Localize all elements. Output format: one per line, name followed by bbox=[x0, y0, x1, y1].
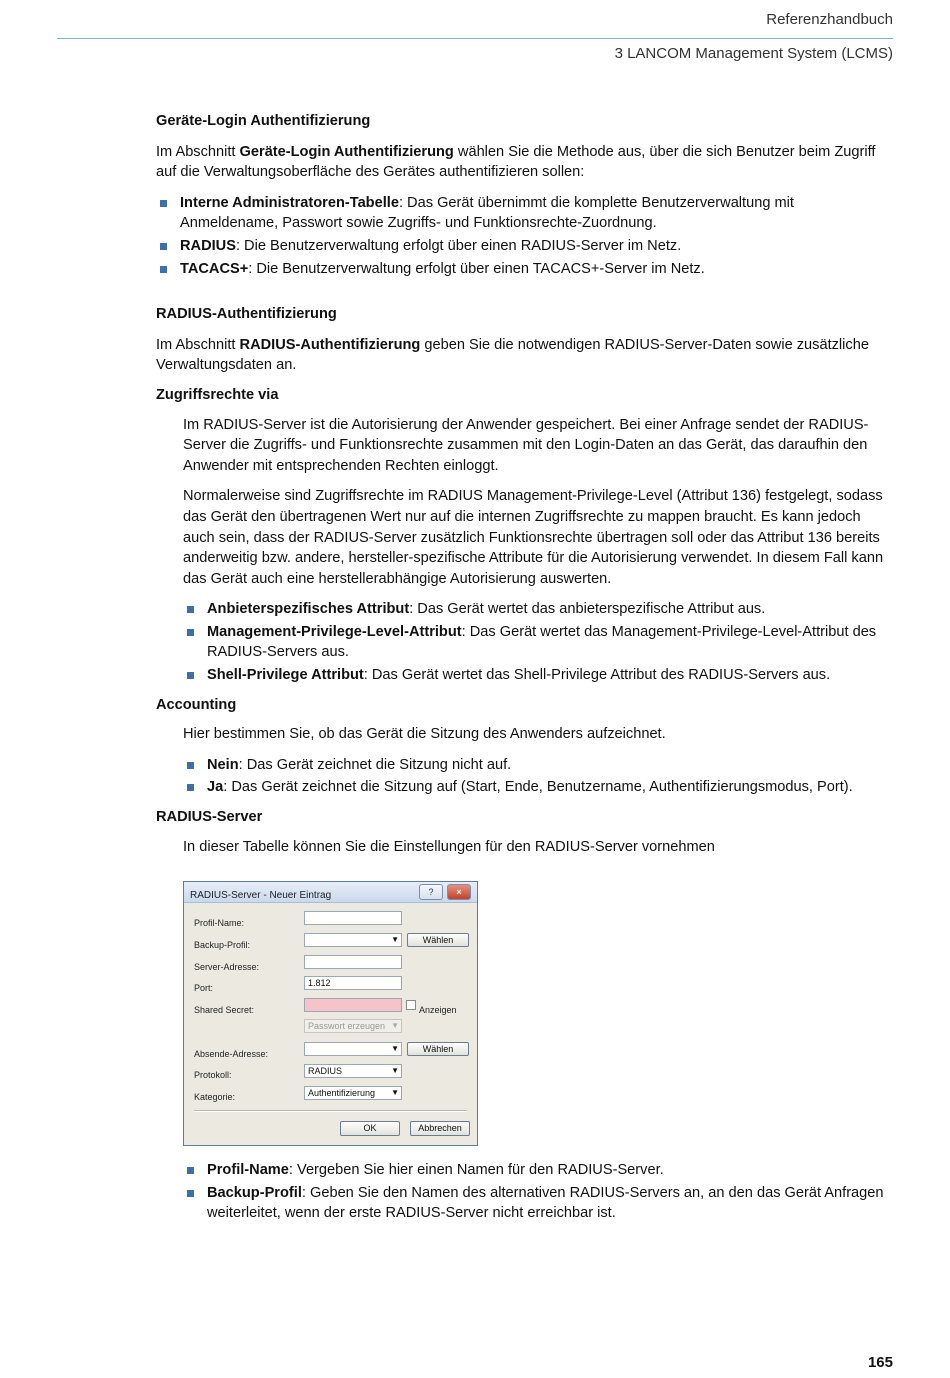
dropdown-arrow-icon: ▼ bbox=[391, 935, 399, 945]
label-profil-name: Profil-Name: bbox=[194, 918, 245, 929]
passwort-erzeugen-button: Passwort erzeugen ▼ bbox=[304, 1019, 402, 1033]
label-protokoll: Protokoll: bbox=[194, 1070, 232, 1081]
login-methods-list bbox=[156, 193, 886, 279]
bullet-icon bbox=[160, 243, 167, 250]
bullet-icon bbox=[187, 606, 194, 613]
radius-server-fields-list bbox=[183, 1160, 886, 1224]
radius-server-paragraph: In dieser Tabelle können Sie die Einstellungen für den RADIUS-Server vornehmen bbox=[183, 838, 715, 855]
accounting-list bbox=[183, 755, 886, 798]
dialog-titlebar bbox=[184, 882, 477, 903]
list-item: Shell-Privilege Attribut: Das Gerät wertet das Shell-Privilege Attribut des RADIUS-Servers aus. bbox=[183, 665, 886, 686]
kategorie-select[interactable]: Authentifizierung ▼ bbox=[304, 1086, 402, 1100]
list-item: Backup-Profil: Geben Sie den Namen des alternativen RADIUS-Servers an, an den das Gerät Anfragen weiterleitet, wenn der erste RADIUS-Server nicht erreichbar ist. bbox=[183, 1183, 886, 1224]
zugriff-list bbox=[183, 599, 886, 685]
accounting-paragraph: Hier bestimmen Sie, ob das Gerät die Sitzung des Anwenders aufzeichnet. bbox=[183, 726, 666, 743]
list-item: RADIUS: Die Benutzerverwaltung erfolgt über einen RADIUS-Server im Netz. bbox=[156, 236, 886, 257]
ok-button[interactable]: OK bbox=[340, 1121, 400, 1136]
zugriff-paragraph-1: Im RADIUS-Server ist die Autorisierung der Anwender gespeichert. Bei einer Anfrage sendet der RADIUS-Server die Zugriffs- und Funktionsrechte zusammen mit den Login-Daten an das Gerät, das daraufhin den Anwender mit entsprechenden Rechten einloggt. bbox=[183, 416, 869, 474]
running-header-chapter: 3 LANCOM Management System (LCMS) bbox=[614, 45, 893, 62]
heading-login: Geräte-Login Authentifizierung bbox=[156, 113, 371, 129]
heading-accounting: Accounting bbox=[156, 696, 237, 713]
list-item: Profil-Name: Vergeben Sie hier einen Namen für den RADIUS-Server. bbox=[183, 1160, 886, 1181]
bullet-icon bbox=[187, 762, 194, 769]
shared-secret-input[interactable] bbox=[304, 998, 402, 1012]
label-port: Port: bbox=[194, 983, 214, 994]
radius-server-dialog bbox=[183, 881, 478, 1146]
list-item: Interne Administratoren-Tabelle: Das Gerät übernimmt die komplette Benutzerverwaltung mit Anmeldename, Passwort sowie Zugriffs- und Funktionsrechte-Zuordnung. bbox=[156, 193, 886, 234]
close-icon[interactable]: × bbox=[447, 884, 471, 900]
label-absende-adresse: Absende-Adresse: bbox=[194, 1049, 269, 1060]
protokoll-select[interactable]: RADIUS ▼ bbox=[304, 1064, 402, 1078]
help-icon[interactable]: ? bbox=[419, 884, 443, 900]
backup-profil-select[interactable] bbox=[304, 933, 402, 947]
profil-name-input[interactable] bbox=[304, 911, 402, 925]
header-rule bbox=[57, 38, 893, 39]
dialog-separator bbox=[194, 1110, 467, 1112]
list-item: Anbieterspezifisches Attribut: Das Gerät wertet das anbieterspezifische Attribut aus. bbox=[183, 599, 886, 620]
page-content bbox=[156, 111, 886, 1224]
absende-waehlen-button[interactable]: Wählen bbox=[407, 1042, 469, 1056]
bullet-icon bbox=[187, 784, 194, 791]
label-backup-profil: Backup-Profil: bbox=[194, 940, 251, 951]
list-item: TACACS+: Die Benutzerverwaltung erfolgt über einen TACACS+-Server im Netz. bbox=[156, 259, 886, 280]
bullet-icon bbox=[187, 1167, 194, 1174]
cancel-button[interactable]: Abbrechen bbox=[410, 1121, 470, 1136]
radius-intro: Im Abschnitt RADIUS-Authentifizierung geben Sie die notwendigen RADIUS-Server-Daten sowie zusätzliche Verwaltungsdaten an. bbox=[156, 336, 869, 374]
heading-radius-server: RADIUS-Server bbox=[156, 809, 263, 826]
list-item: Ja: Das Gerät zeichnet die Sitzung auf (Start, Ende, Benutzername, Authentifizierungsmodus, Port). bbox=[183, 777, 886, 798]
bullet-icon bbox=[187, 1190, 194, 1197]
bullet-icon bbox=[187, 672, 194, 679]
bullet-icon bbox=[160, 266, 167, 273]
label-shared-secret: Shared Secret: bbox=[194, 1005, 255, 1016]
heading-radius: RADIUS-Authentifizierung bbox=[156, 306, 337, 323]
absende-adresse-select[interactable] bbox=[304, 1042, 402, 1056]
bullet-icon bbox=[160, 200, 167, 207]
zugriff-paragraph-2: Normalerweise sind Zugriffsrechte im RADIUS Management-Privilege-Level (Attribut 136) festgelegt, sodass das Gerät den übertragenen Wert nur auf die internen Zugriffsrechte zu mappen braucht. Es kann jedoch auch sein, dass der RADIUS-Server zusätzlich Funktionsrechte übertragen soll oder das Attribut 136 bereits anderweitig bzw. andere, hersteller-spezifische Attribute für die Autorisierung verwendet. In diesem Fall kann das Gerät auch eine herstellerabhängige Autorisierung auswerten. bbox=[183, 488, 884, 587]
label-server-adresse: Server-Adresse: bbox=[194, 962, 260, 973]
page-number: 165 bbox=[867, 1354, 893, 1371]
anzeigen-checkbox[interactable] bbox=[406, 1000, 416, 1010]
port-input[interactable]: 1.812 bbox=[304, 976, 402, 990]
backup-waehlen-button[interactable]: Wählen bbox=[407, 933, 469, 947]
dialog-title: RADIUS-Server - Neuer Eintrag bbox=[190, 890, 332, 902]
dropdown-arrow-icon: ▼ bbox=[391, 1021, 399, 1031]
bullet-icon bbox=[187, 629, 194, 636]
list-item: Management-Privilege-Level-Attribut: Das Gerät wertet das Management-Privilege-Level-Attribut des RADIUS-Servers aus. bbox=[183, 622, 886, 663]
label-kategorie: Kategorie: bbox=[194, 1092, 236, 1103]
list-item: Nein: Das Gerät zeichnet die Sitzung nicht auf. bbox=[183, 755, 886, 776]
heading-zugriffsrechte: Zugriffsrechte via bbox=[156, 386, 279, 403]
server-adresse-input[interactable] bbox=[304, 955, 402, 969]
dropdown-arrow-icon: ▼ bbox=[391, 1088, 399, 1098]
anzeigen-label: Anzeigen bbox=[419, 1005, 457, 1016]
running-header-title: Referenzhandbuch bbox=[766, 11, 893, 28]
login-intro: Im Abschnitt Geräte-Login Authentifizierung wählen Sie die Methode aus, über die sich Benutzer beim Zugriff auf die Verwaltungsoberfläche des Gerätes authentifizieren sollen: bbox=[156, 143, 876, 181]
dropdown-arrow-icon: ▼ bbox=[391, 1066, 399, 1076]
dropdown-arrow-icon: ▼ bbox=[391, 1044, 399, 1054]
